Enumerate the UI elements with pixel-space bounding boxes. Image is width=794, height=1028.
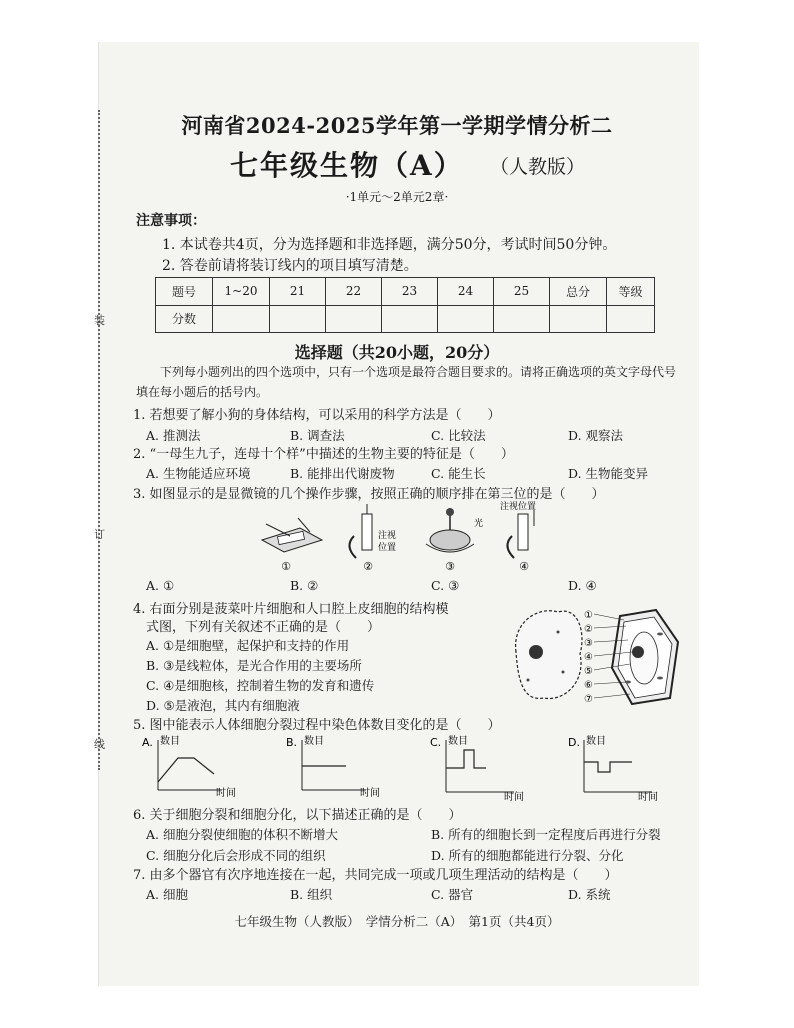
table-cell: 总分 [550, 278, 607, 306]
option-c[interactable]: C. ③ [431, 578, 460, 593]
question-stem: 式图，下列有关叙述不正确的是（ ） [146, 620, 381, 635]
axis-label-y: 数目 [304, 736, 324, 747]
figure-step-number: ① [281, 560, 291, 573]
scope-label: ·1单元～2单元2章· [345, 190, 449, 204]
score-input-cell[interactable] [438, 305, 494, 333]
table-cell: 等级 [607, 278, 655, 306]
figure-step-number: ② [363, 560, 373, 573]
option-a[interactable]: A. 生物能适应环境 [146, 466, 251, 481]
score-table-score-row [156, 305, 655, 333]
option-d[interactable]: D. ⑤是液泡，其内有细胞液 [146, 698, 300, 713]
figure-label: 注视 [378, 531, 397, 541]
figure-number: ⑥ [584, 680, 593, 691]
score-input-cell[interactable] [550, 305, 607, 333]
option-d[interactable]: D. 观察法 [568, 428, 624, 443]
option-b[interactable]: B. ③是线粒体，是光合作用的主要场所 [146, 658, 362, 673]
step4-focus-icon [507, 510, 534, 558]
option-b[interactable]: B. ② [290, 578, 319, 593]
option-b[interactable]: B. 能排出代谢废物 [290, 466, 395, 481]
edition-label: （人教版） [490, 156, 586, 178]
graph-letter: A. [142, 736, 153, 749]
question-stem: 6. 关于细胞分裂和细胞分化，以下描述正确的是（ ） [133, 808, 462, 823]
figure-step-number: ③ [445, 560, 455, 573]
option-b[interactable]: B. 组织 [290, 887, 333, 902]
binding-mark: 订 [94, 528, 105, 541]
step2-focus-icon [349, 504, 372, 558]
figure-step-number: ④ [519, 560, 529, 573]
option-d[interactable]: D. 生物能变异 [568, 466, 649, 481]
option-a[interactable]: A. 细胞分裂使细胞的体积不断增大 [146, 827, 338, 842]
question-stem: 4. 右面分别是菠菜叶片细胞和人口腔上皮细胞的结构模 [133, 602, 449, 617]
option-b[interactable]: B. 所有的细胞长到一定程度后再进行分裂 [431, 827, 661, 842]
table-cell: 23 [382, 278, 438, 306]
option-b[interactable]: B. 调查法 [290, 428, 345, 443]
score-input-cell[interactable] [607, 305, 655, 333]
question-stem: 3. 如图显示的是显微镜的几个操作步骤，按照正确的顺序排在第三位的是（ ） [133, 487, 605, 502]
step3-light-icon [426, 508, 474, 552]
page-footer: 七年级生物（人教版） 学情分析二（A） 第1页（共4页） [234, 914, 560, 929]
plant-cell-icon [612, 610, 678, 704]
option-c[interactable]: C. 能生长 [431, 466, 486, 481]
axis-label-y: 数目 [448, 736, 468, 747]
question-stem: 7. 由多个器官有次序地连接在一起，共同完成一项或几项生理活动的结构是（ ） [133, 868, 618, 883]
option-c[interactable]: C. ④是细胞核，控制着生物的发育和遗传 [146, 678, 375, 693]
axis-label-x: 时间 [504, 792, 524, 802]
notice-heading: 注意事项： [136, 213, 206, 229]
figure-number: ① [584, 610, 593, 621]
binding-mark: 线 [94, 738, 105, 751]
figure-label: 位置 [378, 543, 397, 553]
option-a[interactable]: A. ①是细胞壁，起保护和支持的作用 [146, 638, 350, 653]
table-cell: 1~20 [213, 278, 270, 306]
score-input-cell[interactable] [213, 305, 270, 333]
table-cell: 21 [270, 278, 326, 306]
option-c[interactable]: C. 比较法 [431, 428, 486, 443]
score-input-cell[interactable] [326, 305, 382, 333]
binding-mark: 装 [94, 314, 105, 327]
option-d[interactable]: D. 所有的细胞都能进行分裂、分化 [431, 848, 624, 863]
graph-option-b[interactable] [284, 732, 394, 798]
figure-label: 注视位置 [500, 502, 537, 512]
figure-number: ④ [584, 652, 593, 663]
graph-letter: B. [286, 736, 298, 749]
score-table [155, 277, 655, 333]
score-input-cell[interactable] [382, 305, 438, 333]
cell-structure-figure [508, 602, 684, 710]
notice-item: 1. 本试卷共4页，分为选择题和非选择题，满分50分，考试时间50分钟。 [162, 237, 617, 253]
question-stem: 1. 若想要了解小狗的身体结构，可以采用的科学方法是（ ） [133, 408, 501, 423]
axis-label-x: 时间 [360, 788, 380, 798]
question-stem: 5. 图中能表示人体细胞分裂过程中染色体数目变化的是（ ） [133, 718, 501, 733]
binding-line [98, 110, 102, 770]
graph-letter: D. [568, 736, 580, 749]
axis-label-x: 时间 [216, 788, 236, 798]
option-c[interactable]: C. 细胞分化后会形成不同的组织 [146, 848, 326, 863]
animal-cell-icon [516, 611, 582, 699]
score-input-cell[interactable] [270, 305, 326, 333]
graph-letter: C. [430, 736, 442, 749]
axis-label-y: 数目 [160, 736, 180, 747]
section-title: 选择题（共20小题，20分） [294, 343, 500, 362]
microscope-steps-figure [250, 500, 550, 576]
exam-title: 河南省2024-2025学年第一学期学情分析二 [181, 113, 613, 138]
figure-label: 光 [474, 519, 484, 529]
notice-item: 2. 答卷前请将装订线内的项目填写清楚。 [162, 258, 418, 274]
figure-number: ② [584, 624, 593, 635]
table-cell: 24 [438, 278, 494, 306]
question-stem: 2. “一母生九子，连母十个样”中描述的生物主要的特征是（ ） [133, 447, 514, 462]
score-input-cell[interactable] [494, 305, 550, 333]
option-a[interactable]: A. 细胞 [146, 887, 188, 902]
graph-option-c[interactable] [428, 732, 548, 802]
table-cell: 题号 [156, 278, 213, 306]
section-instruction: 下列每小题列出的四个选项中，只有一个选项是最符合题目要求的。请将正确选项的英文字母代号填在每小题后的括号内。 [136, 365, 677, 399]
graph-option-d[interactable] [566, 732, 676, 802]
option-d[interactable]: D. 系统 [568, 887, 611, 902]
score-table-header-row [156, 278, 655, 306]
option-c[interactable]: C. 器官 [431, 887, 474, 902]
option-a[interactable]: A. 推测法 [146, 428, 201, 443]
table-cell: 分数 [156, 305, 213, 333]
table-cell: 22 [326, 278, 382, 306]
table-cell: 25 [494, 278, 550, 306]
figure-number: ⑤ [584, 666, 593, 677]
step1-slide-icon [262, 518, 322, 552]
option-a[interactable]: A. ① [146, 578, 175, 593]
figure-number: ⑦ [584, 694, 593, 705]
axis-label-y: 数目 [586, 736, 606, 747]
subject-title: 七年级生物（A） [230, 149, 464, 182]
axis-label-x: 时间 [638, 792, 658, 802]
graph-option-a[interactable] [140, 732, 250, 798]
figure-number: ③ [584, 638, 593, 649]
option-d[interactable]: D. ④ [568, 578, 597, 593]
